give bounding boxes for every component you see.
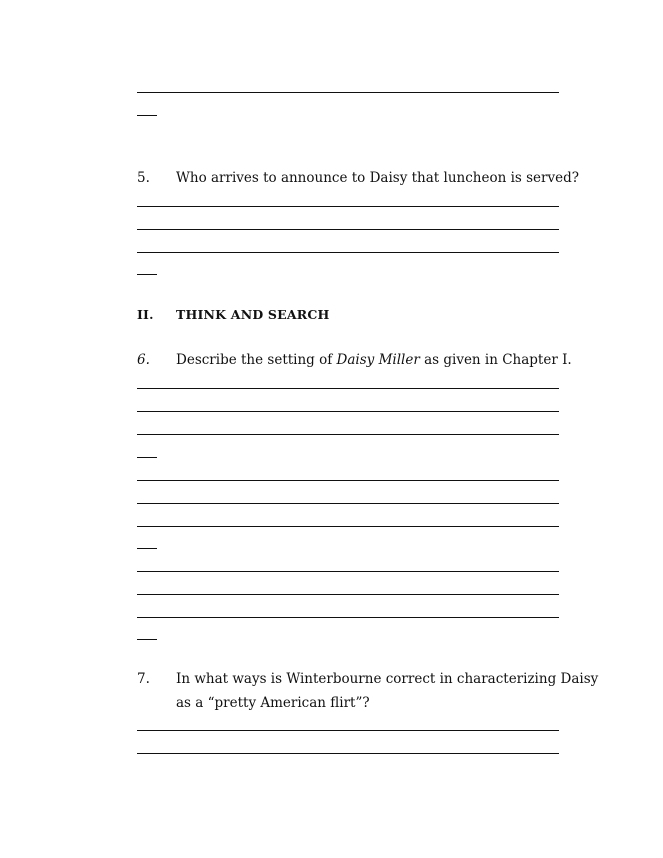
answer-line-stub [137,115,157,116]
answer-line-stub [137,639,157,640]
answer-line [137,229,559,230]
answer-line [137,206,559,207]
answer-line [137,503,559,504]
answer-line [137,526,559,527]
answer-line-stub [137,548,157,549]
answer-line [137,571,559,572]
answer-line [137,753,559,754]
question-5-number: 5. [137,170,150,186]
answer-line [137,388,559,389]
answer-line [137,434,559,435]
question-6-text-after: as given in Chapter I. [419,352,572,368]
question-6-number [137,352,150,369]
section-numeral: II. [137,307,154,322]
question-6-text-before: Describe the setting of [176,352,337,368]
question-7-text-line2: as a “pretty American flirt”? [176,695,370,711]
answer-line [137,411,559,412]
question-7-number: 7. [137,671,150,687]
answer-line [137,730,559,731]
answer-line [137,594,559,595]
section-title: THINK AND SEARCH [176,307,330,322]
question-6-text [176,352,572,369]
question-6-number-text: 6. [137,352,150,368]
answer-line-stub [137,457,157,458]
answer-line [137,252,559,253]
question-5-text: Who arrives to announce to Daisy that luncheon is served? [176,170,579,186]
question-7-text-line1: In what ways is Winterbourne correct in characterizing Daisy [176,671,599,687]
answer-line [137,92,559,93]
question-6-book-title: Daisy Miller [336,352,420,368]
answer-line-stub [137,274,157,275]
answer-line [137,480,559,481]
answer-line [137,617,559,618]
